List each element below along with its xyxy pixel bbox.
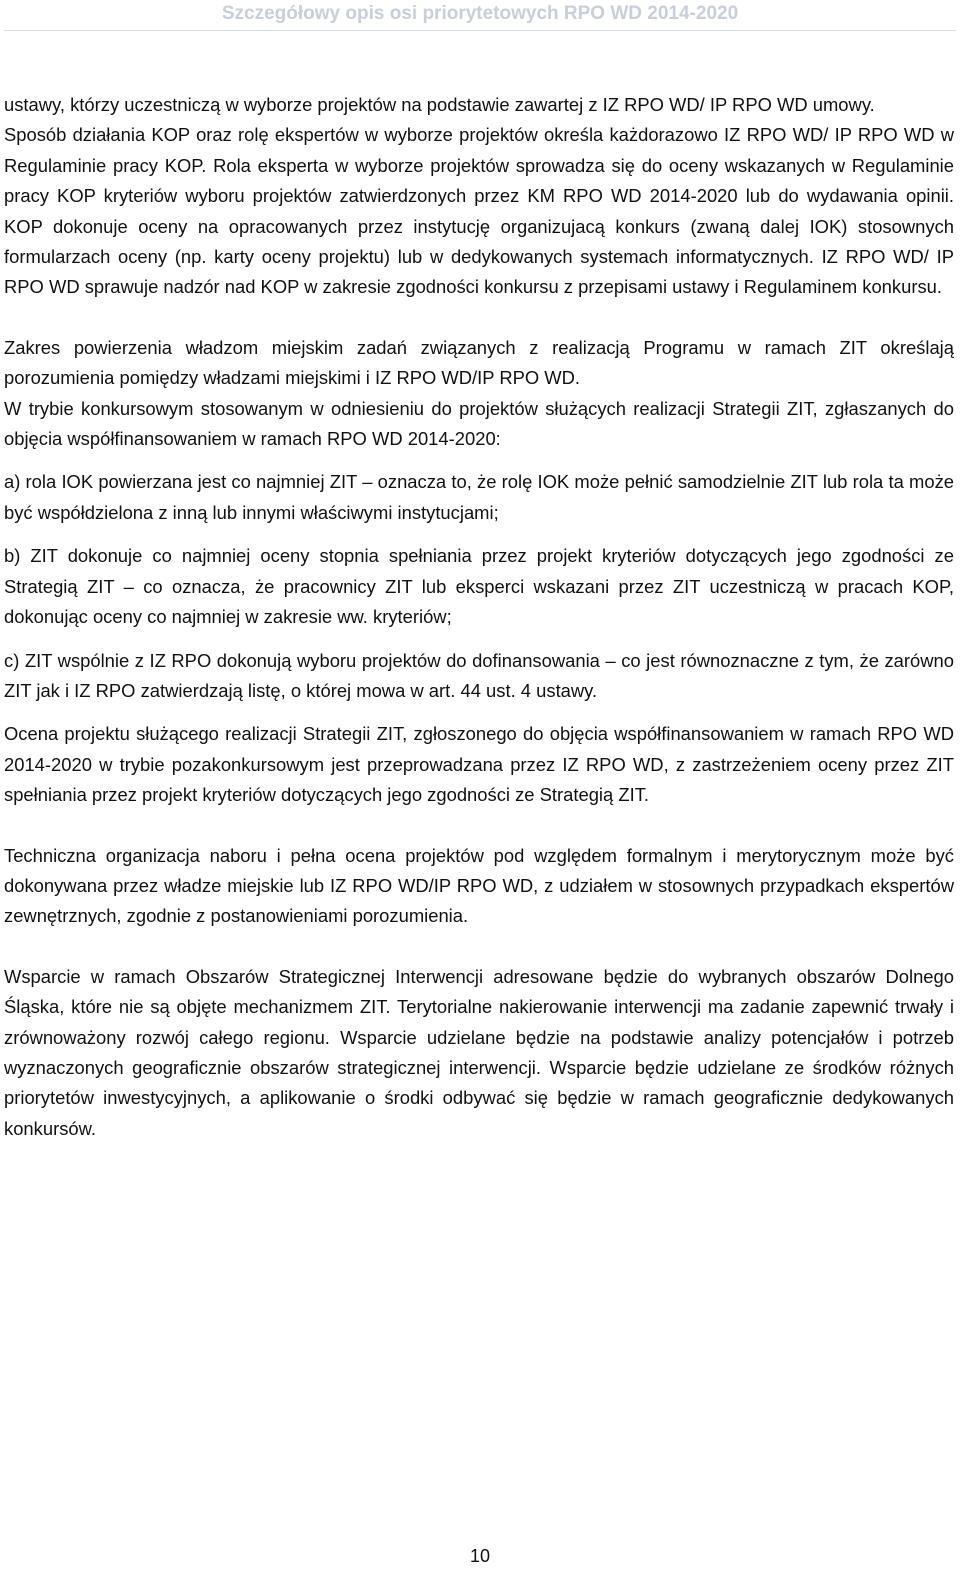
paragraph-spacer	[4, 932, 954, 962]
paragraph-kop: Sposób działania KOP oraz rolę ekspertów w wyborze projektów określa każdorazowo IZ RPO WD/ IP RPO WD w Regulaminie pracy KOP. Rola eksperta w wyborze projektów sprowadza się do oceny wskazanych w Regulaminie pracy KOP kryteriów wyboru projektów zatwierdzonych przez KM RPO WD 2014-2020 lub do wydawania opinii. KOP dokonuje oceny na opracowanych przez instytucję organizujacą konkurs (zwaną dalej IOK) stosownych formularzach oceny (np. karty oceny projektu) lub w dedykowanych systemach informatycznych. IZ RPO WD/ IP RPO WD sprawuje nadzór nad KOP w zakresie zgodności konkursu z przepisami ustawy i Regulaminem konkursu.	[4, 124, 954, 298]
paragraph-spacer	[4, 454, 954, 467]
list-item-b: b) ZIT dokonuje co najmniej oceny stopnia spełniania przez projekt kryteriów dotyczących jego zgodności ze Strategią ZIT – co oznacza, że pracownicy ZIT lub eksperci wskazani przez ZIT uczestniczą w pracach KOP, dokonując oceny co najmniej w zakresie ww. kryteriów;	[4, 545, 954, 628]
paragraph-intro: ustawy, którzy uczestniczą w wyborze projektów na podstawie zawartej z IZ RPO WD/ IP RPO WD umowy.	[4, 94, 875, 115]
document-body	[4, 90, 954, 1144]
list-item-c: c) ZIT wspólnie z IZ RPO dokonują wyboru projektów do dofinansowania – co jest równoznaczne z tym, że zarówno ZIT jak i IZ RPO zatwierdzają listę, o której mowa w art. 44 ust. 4 ustawy.	[4, 649, 954, 701]
page-header	[0, 0, 960, 34]
paragraph-competitive-mode: W trybie konkursowym stosowanym w odniesieniu do projektów służących realizacji Strategii ZIT, zgłaszanych do objęcia współfinansowaniem w ramach RPO WD 2014-2020:	[4, 397, 954, 450]
page-number: 10	[469, 1546, 491, 1566]
paragraph-technical-organization: Techniczna organizacja naboru i pełna ocena projektów pod względem formalnym i merytorycznym może być dokonywana przez władze miejskie lub IZ RPO WD/IP RPO WD, z udziałem w stosownych przypadkach ekspertów zewnętrznych, zgodnie z postanowieniami porozumienia.	[4, 844, 954, 927]
paragraph-spacer	[4, 633, 954, 646]
paragraph-non-competitive: Ocena projektu służącego realizacji Strategii ZIT, zgłoszonego do objęcia współfinansowaniem w ramach RPO WD 2014-2020 w trybie pozakonkursowym jest przeprowadzana przez IZ RPO WD, z zastrzeżeniem oceny przez ZIT spełniania przez projekt kryteriów dotyczących jego zgodności ze Strategią ZIT.	[4, 723, 954, 806]
paragraph-zit-scope: Zakres powierzenia władzom miejskim zadań związanych z realizacją Programu w ramach ZIT określają porozumienia pomiędzy władzami miejskimi i IZ RPO WD/IP RPO WD.	[4, 336, 954, 389]
paragraph-spacer	[4, 706, 954, 719]
paragraph-spacer	[4, 528, 954, 541]
paragraph-spacer	[4, 303, 954, 333]
paragraph-spacer	[4, 811, 954, 841]
header-divider	[4, 30, 956, 31]
paragraph-osi-support: Wsparcie w ramach Obszarów Strategicznej Interwencji adresowane będzie do wybranych obszarów Dolnego Śląska, które nie są objęte mechanizmem ZIT. Terytorialne nakierowanie interwencji ma zadanie zapewnić trwały i zrównoważony rozwój całego regionu. Wsparcie udzielane będzie na podstawie analizy potencjałów i potrzeb wyznaczonych geograficznie obszarów strategicznej interwencji. Wsparcie będzie udzielane ze środków różnych priorytetów inwestycyjnych, a aplikowanie o środki odbywać się będzie w ramach geograficznie dedykowanych konkursów.	[4, 965, 954, 1139]
document-title: Szczegółowy opis osi priorytetowych RPO WD 2014-2020	[221, 3, 739, 24]
list-item-a: a) rola IOK powierzana jest co najmniej ZIT – oznacza to, że rolę IOK może pełnić samodzielnie ZIT lub rola ta może być współdzielona z inną lub innymi właściwymi instytucjami;	[4, 471, 954, 523]
